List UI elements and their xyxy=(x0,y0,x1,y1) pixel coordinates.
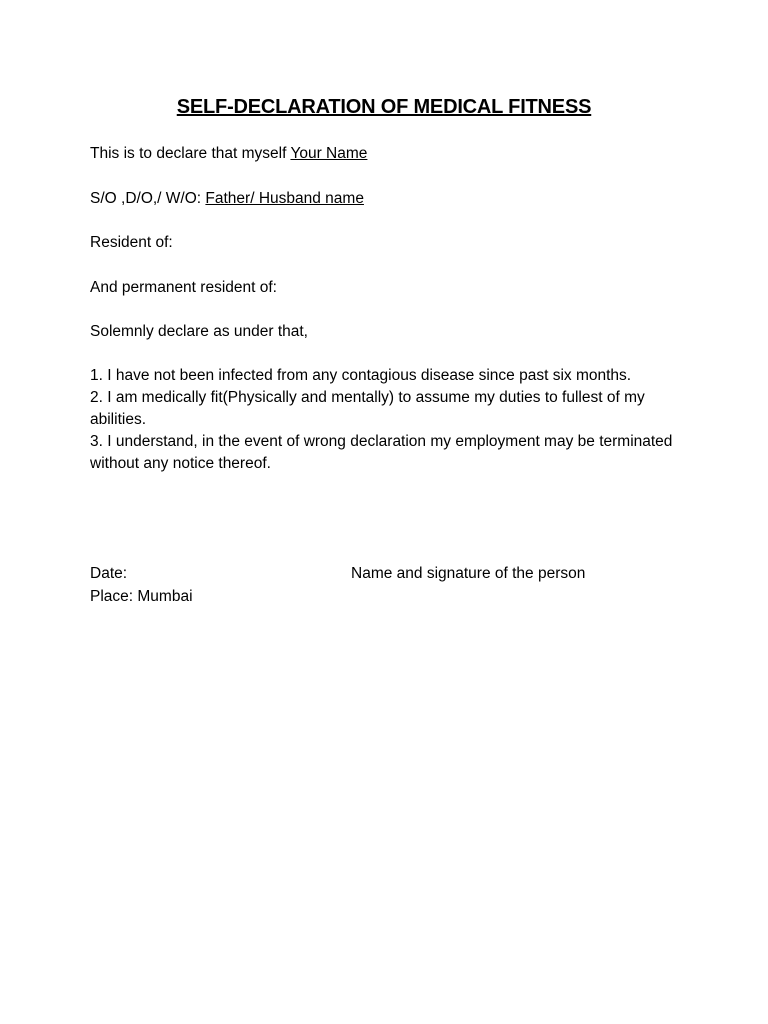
relation-line xyxy=(90,188,364,210)
resident-label: Resident of: xyxy=(90,234,173,251)
permanent-resident-label: And permanent resident of: xyxy=(90,279,277,296)
relation-prefix: S/O ,D/O,/ W/O: xyxy=(90,190,206,207)
declaration-points xyxy=(90,365,680,475)
declaration-point: 2. I am medically fit(Physically and mentally) to assume my duties to fullest of my abilities. xyxy=(90,389,645,428)
declaration-line xyxy=(90,143,367,165)
declaration-point: 1. I have not been infected from any contagious disease since past six months. xyxy=(90,367,632,384)
place-label: Place: Mumbai xyxy=(90,588,193,605)
declaration-point: 3. I understand, in the event of wrong declaration my employment may be terminated without any notice thereof. xyxy=(90,433,673,472)
relation-name-placeholder: Father/ Husband name xyxy=(205,190,364,207)
declaration-prefix: This is to declare that myself xyxy=(90,145,291,162)
declarant-name-placeholder: Your Name xyxy=(290,145,368,162)
solemn-declaration: Solemnly declare as under that, xyxy=(90,323,308,340)
signature-label: Name and signature of the person xyxy=(351,565,586,582)
date-label: Date: xyxy=(90,565,128,582)
document-title: SELF-DECLARATION OF MEDICAL FITNESS xyxy=(176,96,592,118)
